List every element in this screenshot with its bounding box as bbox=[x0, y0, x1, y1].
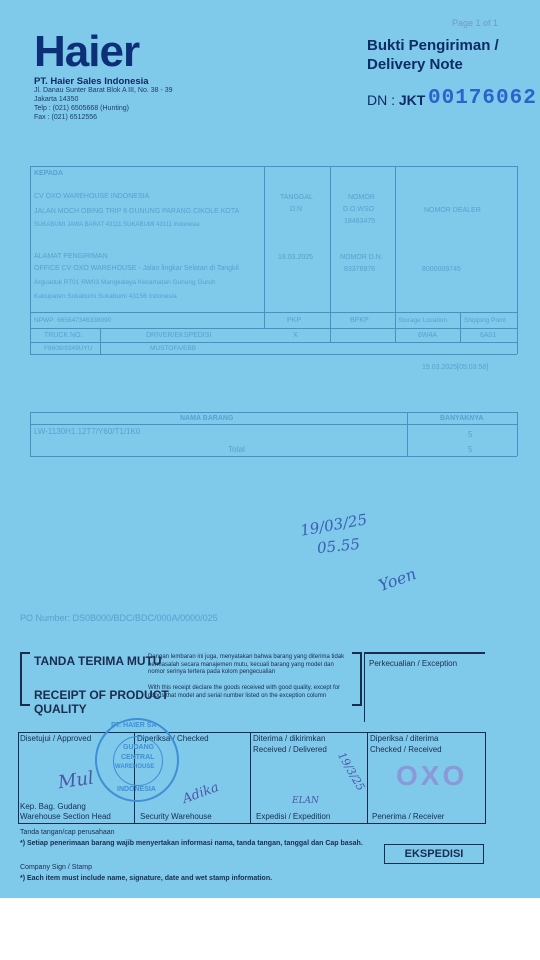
tanggal-sub: D.N bbox=[290, 206, 303, 213]
print-timestamp: 19.03.2025[05:03:58] bbox=[422, 364, 489, 371]
receipt-bracket-right bbox=[352, 652, 362, 706]
truck-label: TRUCK NO. bbox=[44, 332, 83, 339]
stamp-text-mid-3: WAREHOUSE bbox=[115, 764, 155, 770]
handwritten-date: 19/03/25 bbox=[298, 510, 369, 540]
pkp-label: PKP bbox=[287, 317, 302, 324]
table-top-border bbox=[30, 166, 517, 167]
bpkp-label: BPKP bbox=[350, 317, 369, 324]
storage-label: Storage Location bbox=[398, 317, 448, 324]
expedition-date: 19/3/25 bbox=[334, 749, 368, 794]
copy-label-box bbox=[384, 844, 484, 864]
total-quantity: 5 bbox=[468, 445, 473, 454]
security-label: Security Warehouse bbox=[140, 812, 212, 821]
tanda-tangan-label: Tanda tangan/cap perusahaan bbox=[20, 829, 115, 836]
table-col-divider bbox=[330, 166, 331, 342]
approved-label: Disetujui / Approved bbox=[20, 734, 92, 743]
approved-signature: Mul bbox=[56, 767, 96, 794]
recipient-address-2: SUKABUMI JAWA BARAT 43111 SUKABUMI 43111 Indonesia bbox=[34, 222, 200, 228]
stamp-text-top: PT. HAIER SA bbox=[111, 722, 157, 729]
receipt-heading-en-2: QUALITY bbox=[34, 702, 87, 716]
recipient-name: CV OXO WAREHOUSE INDONESIA bbox=[34, 193, 150, 200]
table-right-border bbox=[517, 166, 518, 354]
item-name: LW-1130H1.12T7/Y60/T1/1K0 bbox=[34, 427, 141, 436]
checked-received-label-2: Checked / Received bbox=[370, 745, 442, 754]
shipping-point-label: Shipping Point bbox=[464, 317, 506, 324]
nomor-label: NOMOR bbox=[348, 194, 375, 201]
nomor-dn-label: NOMOR D.N. bbox=[340, 254, 383, 261]
receipt-text-en: With this receipt declare the goods received with good quality, except for goods that model and serial number listed on the exception column bbox=[148, 685, 340, 699]
head-label-2: Warehouse Section Head bbox=[20, 812, 111, 821]
pkp-value: X bbox=[293, 332, 298, 339]
handwritten-time: 05.55 bbox=[316, 534, 361, 558]
company-sign-label: Company Sign / Stamp bbox=[20, 864, 92, 871]
table-col-divider bbox=[460, 312, 461, 342]
company-name: PT. Haier Sales Indonesia bbox=[34, 76, 149, 87]
storage-value: 6W4A bbox=[418, 332, 438, 339]
npwp: NPWP: 665647346338090 bbox=[34, 317, 112, 324]
nomor-sub: D.O.WSO bbox=[343, 206, 375, 213]
items-bottom-border bbox=[30, 456, 517, 457]
stamp-text-mid-1: GUDANG bbox=[123, 744, 155, 751]
col-item-name: NAMA BARANG bbox=[180, 415, 234, 422]
received-label-2: Received / Delivered bbox=[253, 745, 327, 754]
items-right-border bbox=[517, 412, 518, 456]
copy-label: EKSPEDISI bbox=[404, 848, 464, 860]
title-line-2: Delivery Note bbox=[367, 56, 463, 73]
table-col-divider bbox=[264, 166, 265, 328]
driver-label: DRIVER/EKSPEDISI bbox=[146, 332, 212, 339]
haier-logo: Haier bbox=[34, 27, 140, 76]
dn-number: 00176062 bbox=[428, 87, 537, 110]
receiver-stamp: OXO bbox=[396, 760, 468, 791]
item-quantity: 5 bbox=[468, 430, 473, 439]
dn-prefix: DN : bbox=[367, 92, 395, 108]
dn-label bbox=[367, 92, 425, 108]
table-meta-border-2 bbox=[30, 328, 517, 329]
table-left-border bbox=[30, 166, 31, 354]
company-stamp bbox=[95, 718, 179, 802]
shipping-line-3: Kabupaten Sukabumi Sukabumi 43156 Indonesia bbox=[34, 293, 177, 300]
items-header-border bbox=[30, 424, 517, 425]
table-bottom-border bbox=[30, 354, 517, 355]
document-title bbox=[367, 36, 499, 74]
shipping-point-value: 6A01 bbox=[480, 332, 497, 339]
checked-label: Diperiksa / Checked bbox=[137, 734, 209, 743]
company-city: Jakarta 14350 bbox=[34, 96, 79, 103]
company-address: Jl. Danau Sunter Barat Blok A III, No. 38 - 39 bbox=[34, 87, 173, 94]
shipping-line-2: Arguaduk RT01 RW03 Mangkalaya Kecamatan Gunung Guruh bbox=[34, 279, 216, 286]
dn-branch: JKT bbox=[398, 92, 426, 108]
footer-note-id: *) Setiap penerimaan barang wajib menyertakan informasi nama, tanda tangan, tanggal dan Cap basah. bbox=[20, 840, 363, 847]
footer-note-en: *) Each item must include name, signature, date and wet stamp information. bbox=[20, 875, 273, 882]
recipient-address-1: JALAN MOCH OBING TRIP 6 GUNUNG PARANG CIKOLE KOTA bbox=[34, 208, 240, 215]
receiver-label: Penerima / Receiver bbox=[372, 812, 445, 821]
tanggal-label: TANGGAL bbox=[280, 194, 313, 201]
handwritten-signature: Yoen bbox=[375, 563, 419, 596]
company-fax: Fax : (021) 6512556 bbox=[34, 114, 98, 121]
checked-received-label-1: Diperiksa / diterima bbox=[370, 734, 439, 743]
receipt-bracket-left bbox=[20, 652, 30, 706]
signature-divider bbox=[250, 732, 251, 823]
nomor-value: 18483475 bbox=[344, 218, 376, 225]
page-indicator: Page 1 of 1 bbox=[452, 18, 499, 28]
stamp-text-bottom: INDONESIA bbox=[117, 786, 156, 793]
head-label-1: Kep. Bag. Gudang bbox=[20, 802, 86, 811]
received-label-1: Diterima / dikirimkan bbox=[253, 734, 326, 743]
kepada-label: KEPADA bbox=[34, 170, 64, 177]
receipt-heading-en-1: RECEIPT OF PRODUCT bbox=[34, 688, 169, 702]
expedition-signature: ELAN bbox=[292, 796, 319, 806]
shipping-date: 18.03.2025 bbox=[278, 254, 314, 261]
receipt-text-id: Dengan lembaran ini juga, menyatakan bahwa barang yang diterima tidak bermasalah secara manajemen mutu, kecuali barang yang model dan nomor serinya tertera pada kolom pengecualian bbox=[148, 654, 345, 675]
exception-label: Perkecualian / Exception bbox=[369, 659, 458, 668]
table-meta-border-3 bbox=[30, 342, 517, 343]
total-label: Total bbox=[228, 445, 245, 454]
company-telp: Telp : (021) 6505668 (Hunting) bbox=[34, 105, 129, 112]
truck-value: F8608/9349UYU bbox=[44, 345, 93, 352]
table-col-divider bbox=[395, 166, 396, 342]
nomor-dn-value: 83376976 bbox=[344, 266, 376, 273]
col-quantity: BANYAKNYA bbox=[440, 415, 484, 422]
expedition-label: Expedisi / Expedition bbox=[256, 812, 331, 821]
checked-signature: Adika bbox=[180, 780, 221, 807]
table-meta-border bbox=[30, 312, 517, 313]
items-top-border bbox=[30, 412, 517, 413]
dealer-value: 8000009745 bbox=[422, 266, 461, 273]
signature-divider bbox=[367, 732, 368, 823]
receipt-heading-id: TANDA TERIMA MUTU bbox=[34, 654, 162, 668]
items-col-divider bbox=[407, 412, 408, 456]
table-col-divider bbox=[100, 328, 101, 354]
title-line-1: Bukti Pengiriman / bbox=[367, 37, 499, 54]
po-number: PO Number: DS0B000/BDC/BDC/000A/0000/025 bbox=[20, 613, 218, 623]
driver-value: MUSTOFA/EBB bbox=[150, 345, 197, 352]
items-left-border bbox=[30, 412, 31, 456]
stamp-text-mid-2: CENTRAL bbox=[121, 754, 155, 761]
dealer-label: NOMOR DEALER bbox=[424, 207, 481, 214]
alamat-label: ALAMAT PENGIRIMAN bbox=[34, 253, 108, 260]
shipping-line-1: OFFICE CV OXO WAREHOUSE - Jalan lingkar Selatan di Tangkil bbox=[34, 265, 239, 272]
